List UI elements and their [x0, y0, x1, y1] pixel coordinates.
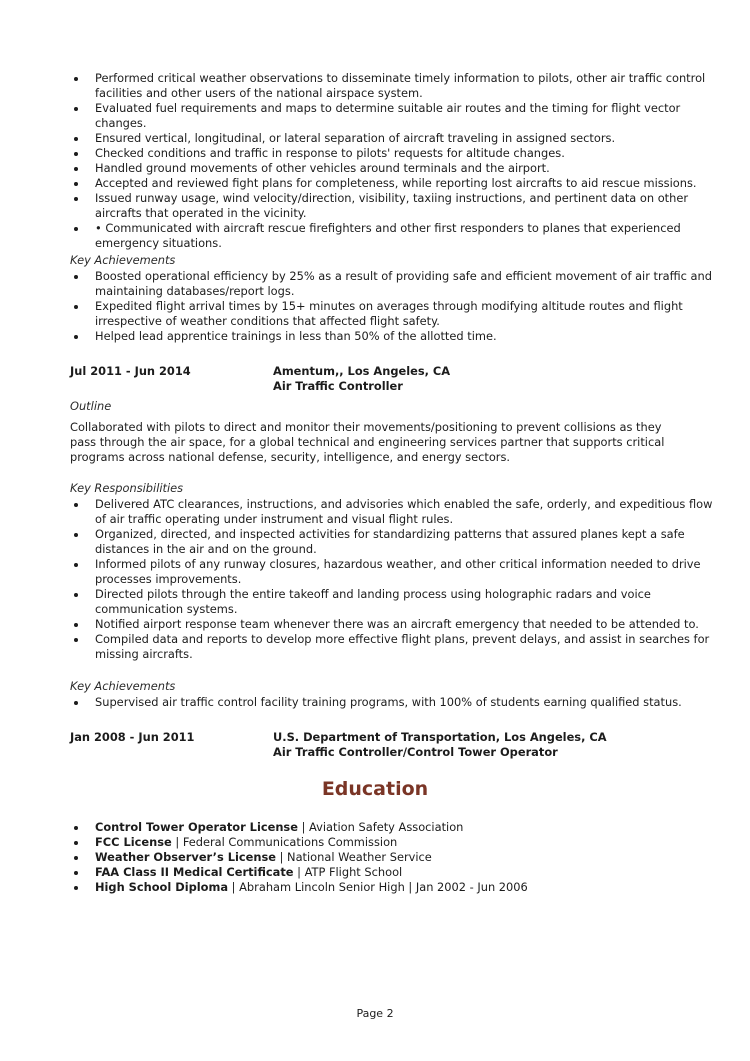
job-title: Air Traffic Controller — [273, 379, 403, 393]
top-achievements-list — [0, 269, 715, 344]
job-responsibilities-list — [0, 497, 715, 662]
list-item: Boosted operational efficiency by 25% as a result of providing safe and efficient movement of air traffic and maintaining databases/report logs. — [70, 269, 715, 299]
outline-text: Collaborated with pilots to direct and monitor their movements/positioning to prevent collisions as they pass through the air space, for a global technical and engineering services partner that supports critical programs across national defense, security, intelligence, and energy sectors. — [70, 420, 665, 464]
education-item — [70, 865, 715, 880]
job-dates: Jul 2011 - Jun 2014 — [70, 364, 191, 378]
education-item — [70, 880, 715, 895]
list-item: Ensured vertical, longitudinal, or lateral separation of aircraft traveling in assigned sectors. — [70, 131, 715, 146]
key-achievements-label: Key Achievements — [70, 253, 176, 267]
list-item: Accepted and reviewed fight plans for completeness, while reporting lost aircrafts to aid rescue missions. — [70, 176, 715, 191]
education-name: FCC License — [95, 835, 172, 849]
education-detail: | National Weather Service — [275, 850, 432, 864]
list-item: Issued runway usage, wind velocity/direction, visibility, taxiing instructions, and pertinent data on other aircrafts that operated in the vicinity. — [70, 191, 715, 221]
list-item: Handled ground movements of other vehicles around terminals and the airport. — [70, 161, 715, 176]
list-item: Organized, directed, and inspected activities for standardizing patterns that assured planes kept a safe distances in the air and on the ground. — [70, 527, 715, 557]
job-organization: U.S. Department of Transportation, Los Angeles, CA — [273, 730, 607, 744]
education-item — [70, 820, 715, 835]
education-detail: | Federal Communications Commission — [171, 835, 398, 849]
job-organization: Amentum,, Los Angeles, CA — [273, 364, 451, 378]
list-item: Evaluated fuel requirements and maps to determine suitable air routes and the timing for flight vector changes. — [70, 101, 715, 131]
list-item: Helped lead apprentice trainings in less than 50% of the allotted time. — [70, 329, 715, 344]
education-list — [0, 820, 715, 895]
outline-label: Outline — [70, 399, 112, 413]
list-item: Performed critical weather observations to disseminate timely information to pilots, other air traffic control facilities and other users of the national airspace system. — [70, 71, 715, 101]
page-number: Page 2 — [356, 1007, 394, 1020]
key-responsibilities-label: Key Responsibilities — [70, 481, 184, 495]
job-achievements-list — [0, 695, 715, 710]
job-dates: Jan 2008 - Jun 2011 — [70, 730, 195, 744]
education-item — [70, 850, 715, 865]
job-title: Air Traffic Controller/Control Tower Operator — [273, 745, 558, 759]
list-item: Notified airport response team whenever there was an aircraft emergency that needed to be attended to. — [70, 617, 715, 632]
list-item: Supervised air traffic control facility training programs, with 100% of students earning qualified status. — [70, 695, 715, 710]
list-item: Delivered ATC clearances, instructions, and advisories which enabled the safe, orderly, and expeditious flow of air traffic operating under instrument and visual flight rules. — [70, 497, 715, 527]
education-detail: | Abraham Lincoln Senior High | Jan 2002 - Jun 2006 — [228, 880, 528, 894]
education-name: Control Tower Operator License — [95, 820, 298, 834]
education-detail: | Aviation Safety Association — [297, 820, 464, 834]
education-name: FAA Class II Medical Certificate — [95, 865, 294, 879]
education-detail: | ATP Flight School — [293, 865, 403, 879]
key-achievements-label: Key Achievements — [70, 679, 176, 693]
list-item: Compiled data and reports to develop more effective flight plans, prevent delays, and assist in searches for missing aircrafts. — [70, 632, 715, 662]
education-name: Weather Observer’s License — [95, 850, 276, 864]
education-name: High School Diploma — [95, 880, 229, 894]
education-heading: Education — [321, 778, 429, 800]
list-item: Directed pilots through the entire takeoff and landing process using holographic radars and voice communication systems. — [70, 587, 715, 617]
top-responsibilities-list — [0, 71, 715, 251]
list-item: Informed pilots of any runway closures, hazardous weather, and other critical information needed to drive processes improvements. — [70, 557, 715, 587]
list-item: Expedited flight arrival times by 15+ minutes on averages through modifying altitude routes and flight irrespective of weather conditions that affected flight safety. — [70, 299, 715, 329]
education-item — [70, 835, 715, 850]
list-item: Checked conditions and traffic in response to pilots' requests for altitude changes. — [70, 146, 715, 161]
list-item: • Communicated with aircraft rescue firefighters and other first responders to planes that experienced emergency situations. — [70, 221, 715, 251]
